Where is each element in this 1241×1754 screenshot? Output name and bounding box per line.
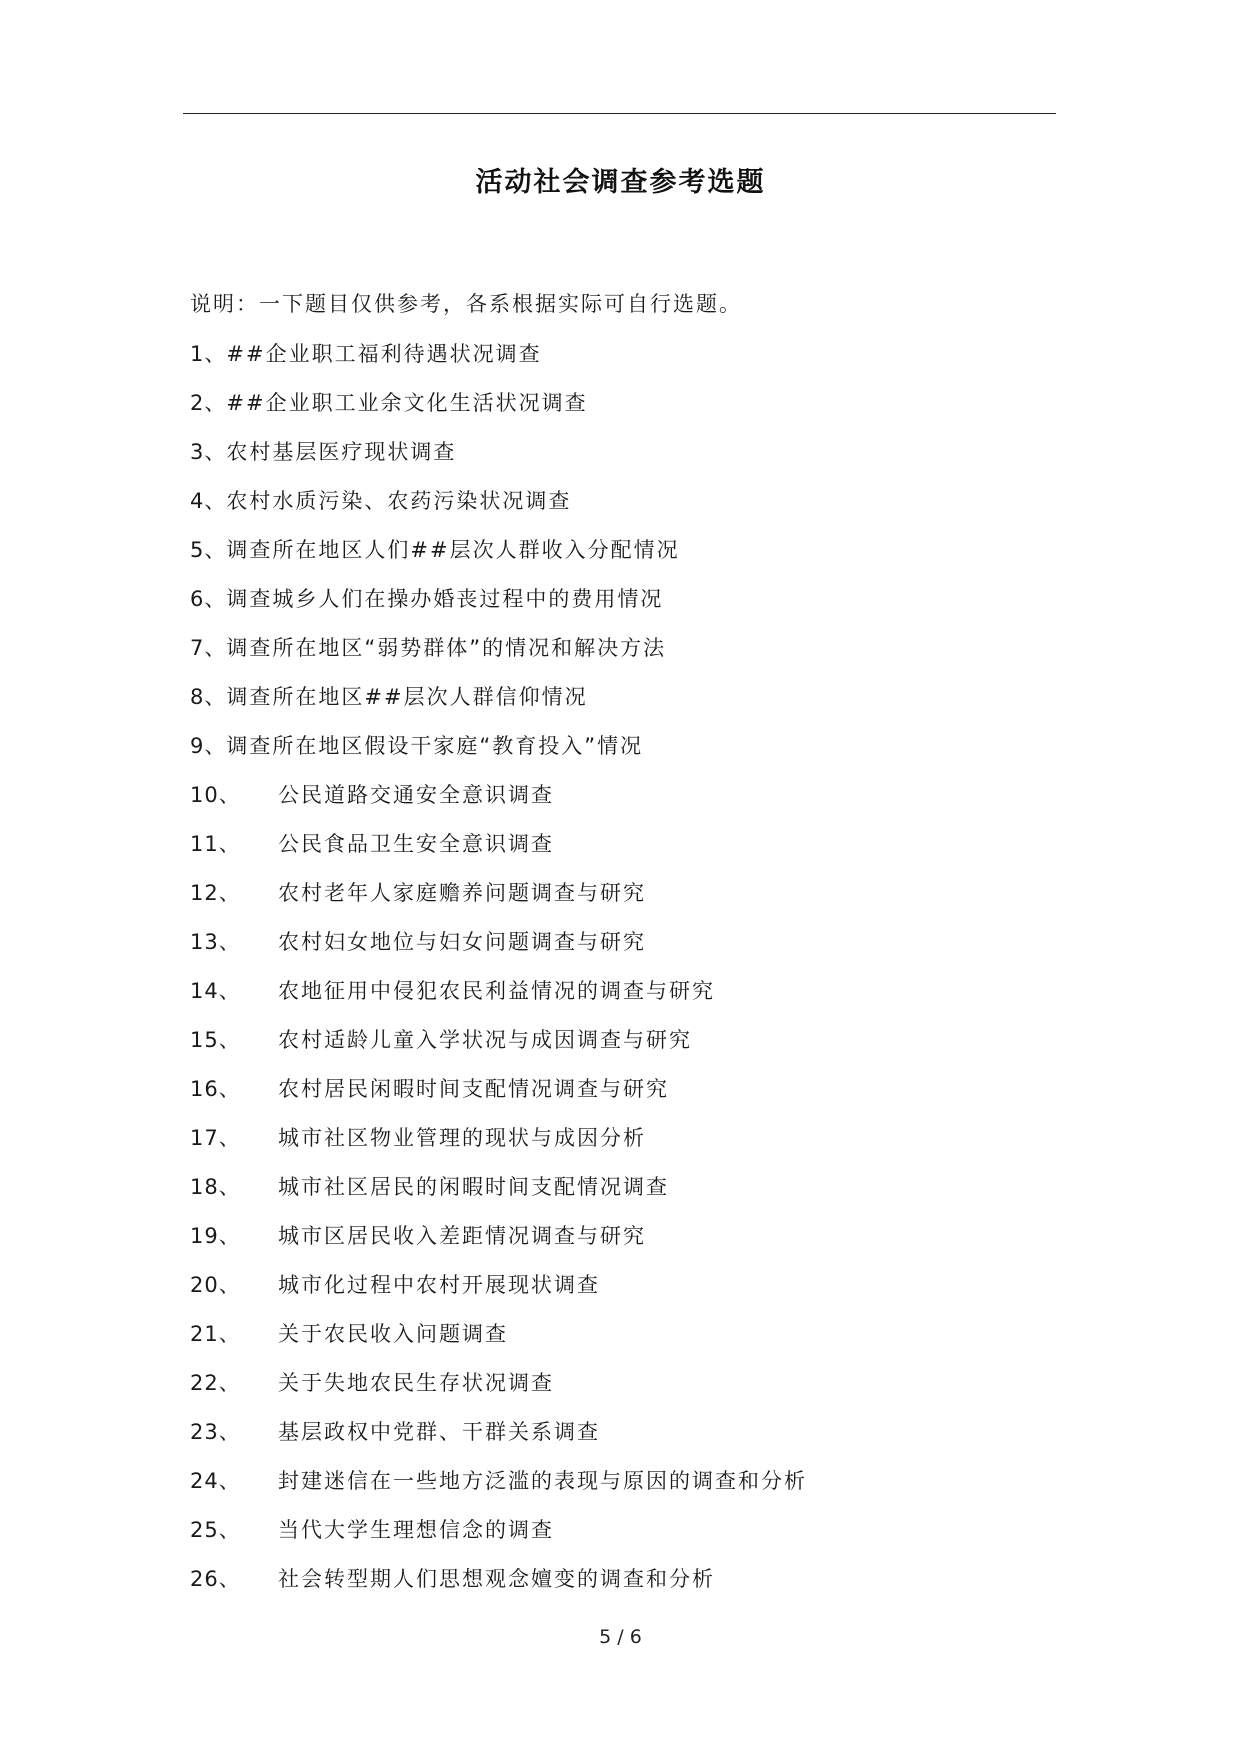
list-item [190, 630, 807, 679]
topic-number: 22、 [190, 1371, 241, 1395]
list-item [190, 1414, 807, 1463]
topic-text: 基层政权中党群、干群关系调查 [278, 1420, 600, 1444]
topic-number: 5、 [190, 538, 227, 562]
page-title: 活动社会调查参考选题 [475, 167, 766, 198]
topic-text: 农村适龄儿童入学状况与成因调查与研究 [278, 1028, 692, 1052]
topic-number: 3、 [190, 440, 227, 464]
topic-text: ##企业职工业余文化生活状况调查 [226, 391, 588, 415]
list-item [190, 1463, 807, 1512]
list-item [190, 728, 807, 777]
topic-text: 农村水质污染、农药污染状况调查 [226, 489, 572, 513]
topic-number: 1、 [190, 342, 227, 366]
topic-text: 封建迷信在一些地方泛滥的表现与原因的调查和分析 [278, 1469, 807, 1493]
list-item [190, 826, 807, 875]
list-item [190, 483, 807, 532]
topic-number: 23、 [190, 1420, 241, 1444]
topic-text: 调查所在地区##层次人群信仰情况 [226, 685, 588, 709]
topic-text: ##企业职工福利待遇状况调查 [226, 342, 542, 366]
topic-text: 当代大学生理想信念的调查 [278, 1518, 554, 1542]
topic-text: 关于农民收入问题调查 [278, 1322, 508, 1346]
topic-number: 4、 [190, 489, 227, 513]
topic-text: 农村妇女地位与妇女问题调查与研究 [278, 930, 646, 954]
topic-number: 7、 [190, 636, 227, 660]
note-text: 说明：一下题目仅供参考，各系根据实际可自行选题。 [190, 292, 742, 316]
topic-number: 14、 [190, 979, 241, 1003]
topic-text: 农村基层医疗现状调查 [226, 440, 457, 464]
list-item [190, 875, 807, 924]
list-item [190, 1512, 807, 1561]
list-item [190, 777, 807, 826]
list-item [190, 1267, 807, 1316]
topic-text: 农地征用中侵犯农民利益情况的调查与研究 [278, 979, 715, 1003]
list-item [190, 679, 807, 728]
topic-number: 11、 [190, 832, 241, 856]
topic-text: 公民食品卫生安全意识调查 [278, 832, 554, 856]
list-item [190, 1120, 807, 1169]
list-item [190, 1071, 807, 1120]
topic-text: 调查所在地区“弱势群体”的情况和解决方法 [226, 636, 667, 660]
list-item [190, 434, 807, 483]
topic-text: 调查所在地区假设干家庭“教育投入”情况 [226, 734, 644, 758]
list-item [190, 336, 807, 385]
topic-number: 21、 [190, 1322, 241, 1346]
list-item [190, 1316, 807, 1365]
list-item [190, 1022, 807, 1071]
topic-number: 12、 [190, 881, 241, 905]
list-item [190, 924, 807, 973]
list-item [190, 1218, 807, 1267]
list-item [190, 1561, 807, 1610]
topic-text: 公民道路交通安全意识调查 [278, 783, 554, 807]
topic-number: 2、 [190, 391, 227, 415]
topic-number: 13、 [190, 930, 241, 954]
topic-number: 17、 [190, 1126, 241, 1150]
topic-number: 18、 [190, 1175, 241, 1199]
list-item [190, 973, 807, 1022]
list-item [190, 1169, 807, 1218]
topic-text: 关于失地农民生存状况调查 [278, 1371, 554, 1395]
topic-number: 6、 [190, 587, 227, 611]
topic-text: 城市化过程中农村开展现状调查 [278, 1273, 600, 1297]
list-item [190, 581, 807, 630]
topic-list [190, 336, 807, 1610]
topic-number: 16、 [190, 1077, 241, 1101]
topic-text: 城市社区物业管理的现状与成因分析 [278, 1126, 646, 1150]
topic-number: 26、 [190, 1567, 241, 1591]
topic-text: 城市社区居民的闲暇时间支配情况调查 [278, 1175, 669, 1199]
topic-text: 调查所在地区人们##层次人群收入分配情况 [226, 538, 680, 562]
topic-text: 农村居民闲暇时间支配情况调查与研究 [278, 1077, 669, 1101]
topic-text: 调查城乡人们在操办婚丧过程中的费用情况 [226, 587, 664, 611]
topic-text: 农村老年人家庭赡养问题调查与研究 [278, 881, 646, 905]
header-rule [183, 113, 1056, 114]
topic-text: 社会转型期人们思想观念嬗变的调查和分析 [278, 1567, 715, 1591]
list-item [190, 1365, 807, 1414]
topic-number: 20、 [190, 1273, 241, 1297]
page-number: 5 / 6 [599, 1626, 642, 1648]
topic-number: 9、 [190, 734, 227, 758]
topic-number: 19、 [190, 1224, 241, 1248]
topic-number: 8、 [190, 685, 227, 709]
topic-number: 10、 [190, 783, 241, 807]
list-item [190, 385, 807, 434]
topic-number: 24、 [190, 1469, 241, 1493]
topic-number: 25、 [190, 1518, 241, 1542]
list-item [190, 532, 807, 581]
topic-text: 城市区居民收入差距情况调查与研究 [278, 1224, 646, 1248]
topic-number: 15、 [190, 1028, 241, 1052]
